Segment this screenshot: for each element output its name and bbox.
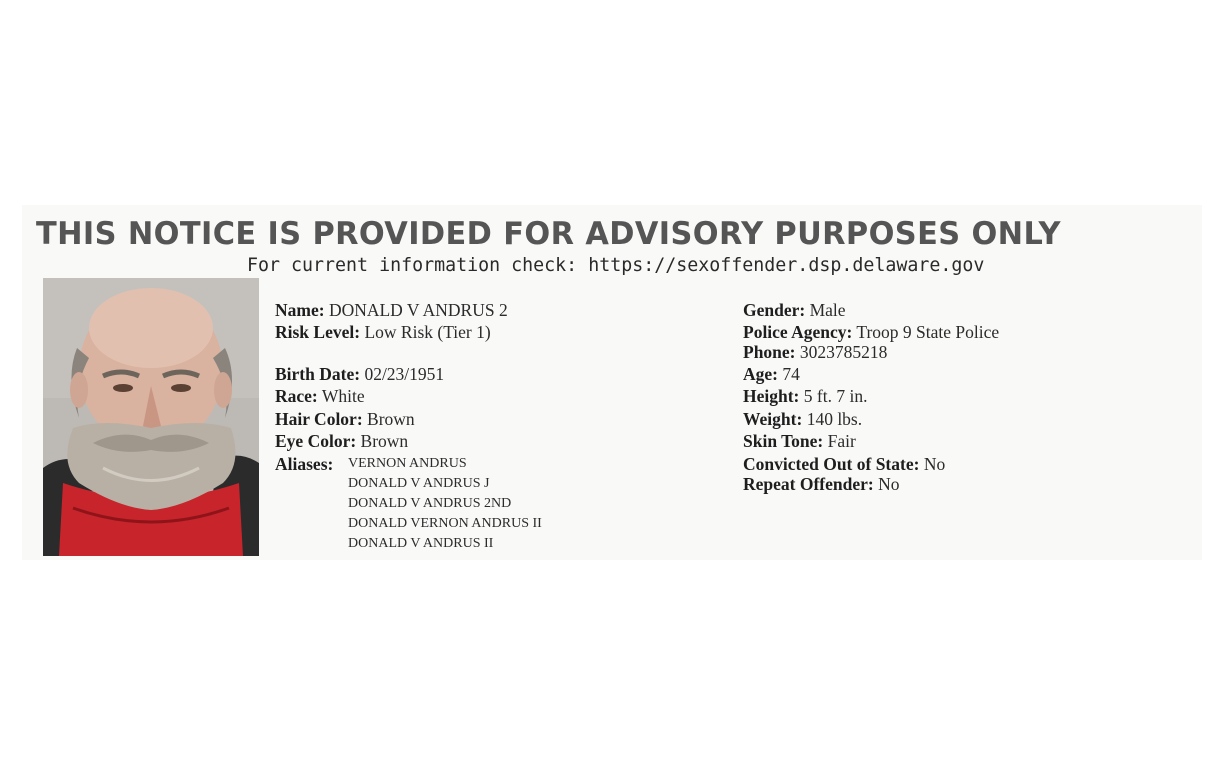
risk-level-field — [275, 321, 491, 343]
alias-item: VERNON ANDRUS — [348, 456, 467, 471]
race-field — [275, 385, 365, 407]
phone-label: Phone: — [743, 342, 796, 362]
eye-color-label: Eye Color: — [275, 431, 357, 451]
info-url-line: For current information check: https://sexoffender.dsp.delaware.gov — [247, 255, 985, 276]
aliases-label: Aliases: — [275, 454, 334, 474]
skin-tone-label: Skin Tone: — [743, 431, 824, 451]
mugshot-photo — [43, 278, 259, 556]
height-field — [743, 385, 867, 407]
gender-label: Gender: — [743, 300, 806, 320]
phone-field — [743, 341, 887, 363]
skin-tone-field — [743, 430, 856, 452]
repeat-offender-label: Repeat Offender: — [743, 474, 874, 494]
convicted-out-of-state-label: Convicted Out of State: — [743, 454, 920, 474]
advisory-notice — [22, 205, 1202, 560]
hair-color-value: Brown — [367, 409, 415, 429]
eye-color-value: Brown — [360, 431, 409, 451]
police-agency-label: Police Agency: — [743, 322, 853, 342]
name-label: Name: — [275, 300, 325, 320]
birth-date-field — [275, 363, 444, 385]
age-value: 74 — [782, 364, 800, 384]
height-label: Height: — [743, 386, 800, 406]
portrait-icon — [43, 278, 259, 556]
risk-level-value: Low Risk (Tier 1) — [364, 322, 491, 342]
risk-level-label: Risk Level: — [275, 322, 361, 342]
weight-field — [743, 408, 862, 430]
race-label: Race: — [275, 386, 318, 406]
name-field — [275, 299, 508, 321]
hair-color-label: Hair Color: — [275, 409, 363, 429]
age-label: Age: — [743, 364, 778, 384]
convicted-out-of-state-value: No — [923, 454, 946, 474]
alias-item: DONALD VERNON ANDRUS II — [348, 516, 542, 531]
police-agency-field — [743, 321, 999, 343]
name-value: DONALD V ANDRUS 2 — [328, 300, 508, 320]
advisory-headline: THIS NOTICE IS PROVIDED FOR ADVISORY PURPOSES ONLY — [36, 216, 1061, 252]
height-value: 5 ft. 7 in. — [803, 386, 868, 406]
aliases-field — [275, 453, 333, 475]
repeat-offender-field — [743, 473, 900, 495]
alias-item: DONALD V ANDRUS 2ND — [348, 496, 512, 511]
repeat-offender-value: No — [878, 474, 900, 494]
age-field — [743, 363, 800, 385]
hair-color-field — [275, 408, 415, 430]
gender-field — [743, 299, 846, 321]
race-value: White — [321, 386, 365, 406]
police-agency-value: Troop 9 State Police — [856, 322, 1000, 342]
alias-item: DONALD V ANDRUS J — [348, 476, 490, 491]
gender-value: Male — [809, 300, 846, 320]
alias-item: DONALD V ANDRUS II — [348, 536, 494, 551]
phone-value: 3023785218 — [799, 342, 888, 362]
birth-date-value: 02/23/1951 — [364, 364, 445, 384]
eye-color-field — [275, 430, 408, 452]
birth-date-label: Birth Date: — [275, 364, 361, 384]
weight-label: Weight: — [743, 409, 803, 429]
convicted-out-of-state-field — [743, 453, 945, 475]
weight-value: 140 lbs. — [806, 409, 863, 429]
skin-tone-value: Fair — [827, 431, 856, 451]
